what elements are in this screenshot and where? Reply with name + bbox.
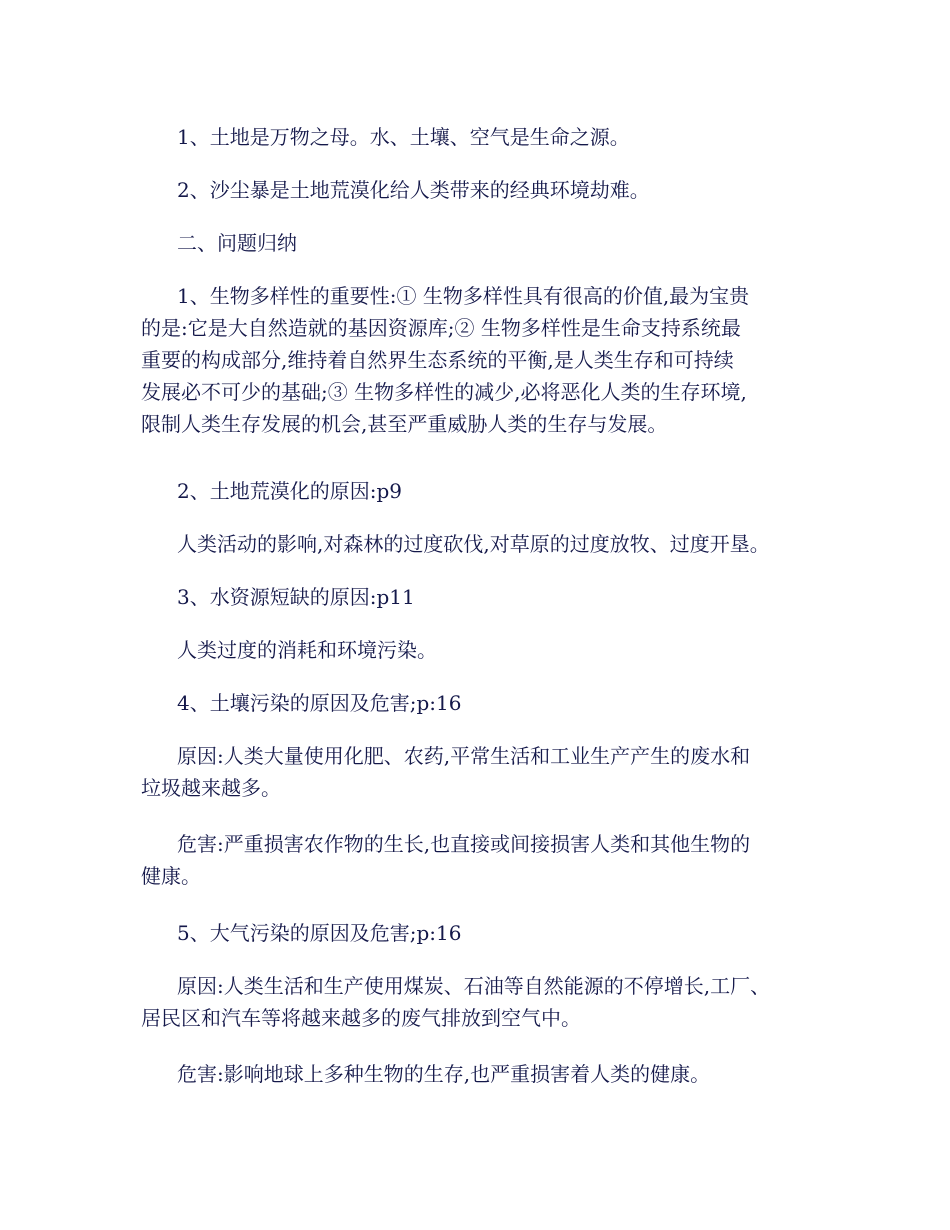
text-line: 重要的构成部分,维持着自然界生态系统的平衡,是人类生存和可持续 [141, 348, 734, 372]
paragraph-sandstorm [141, 174, 841, 206]
paragraph-soil-cause [141, 740, 841, 804]
text-line: 居民区和汽车等将越来越多的废气排放到空气中。 [141, 1006, 581, 1030]
text-line: 二、问题归纳 [177, 231, 297, 255]
text-line: 健康。 [141, 864, 201, 888]
paragraph-water-title [141, 581, 841, 613]
text-line: 危害:影响地球上多种生物的生存,也严重损害着人类的健康。 [177, 1062, 711, 1086]
text-line: 危害:严重损害农作物的生长,也直接或间接损害人类和其他生物的 [177, 832, 751, 856]
paragraph-soil-title [141, 687, 841, 719]
paragraph-biodiversity [141, 280, 841, 440]
text-line: 发展必不可少的基础;③ 生物多样性的减少,必将恶化人类的生存环境, [141, 380, 747, 404]
section-heading [141, 227, 841, 259]
paragraph-desertification-title [141, 475, 841, 507]
paragraph-air-title [141, 917, 841, 949]
text-line: 3、水资源短缺的原因:p11 [177, 585, 415, 609]
text-line: 原因:人类生活和生产使用煤炭、石油等自然能源的不停增长,工厂、 [177, 974, 771, 998]
text-line: 的是:它是大自然造就的基因资源库;② 生物多样性是生命支持系统最 [141, 316, 741, 340]
text-line: 人类活动的影响,对森林的过度砍伐,对草原的过度放牧、过度开垦。 [177, 532, 770, 556]
text-line: 5、大气污染的原因及危害;p:16 [177, 921, 462, 945]
paragraph-desertification-cause [141, 528, 841, 560]
paragraph-air-cause [141, 970, 841, 1034]
text-line: 4、土壤污染的原因及危害;p:16 [177, 691, 462, 715]
text-line: 2、土地荒漠化的原因:p9 [177, 479, 402, 503]
text-line: 1、土地是万物之母。水、土壤、空气是生命之源。 [177, 125, 630, 149]
paragraph-water-cause [141, 634, 841, 666]
text-line: 垃圾越来越多。 [141, 776, 281, 800]
text-line: 原因:人类大量使用化肥、农药,平常生活和工业生产产生的废水和 [177, 744, 751, 768]
text-line: 人类过度的消耗和环境污染。 [177, 638, 437, 662]
text-line: 1、生物多样性的重要性:① 生物多样性具有很高的价值,最为宝贵 [177, 284, 750, 308]
text-line: 2、沙尘暴是土地荒漠化给人类带来的经典环境劫难。 [177, 178, 650, 202]
paragraph-air-harm [141, 1058, 841, 1090]
paragraph-land-mother [141, 121, 841, 153]
text-line: 限制人类生存发展的机会,甚至严重威胁人类的生存与发展。 [141, 412, 668, 436]
paragraph-soil-harm [141, 828, 841, 892]
